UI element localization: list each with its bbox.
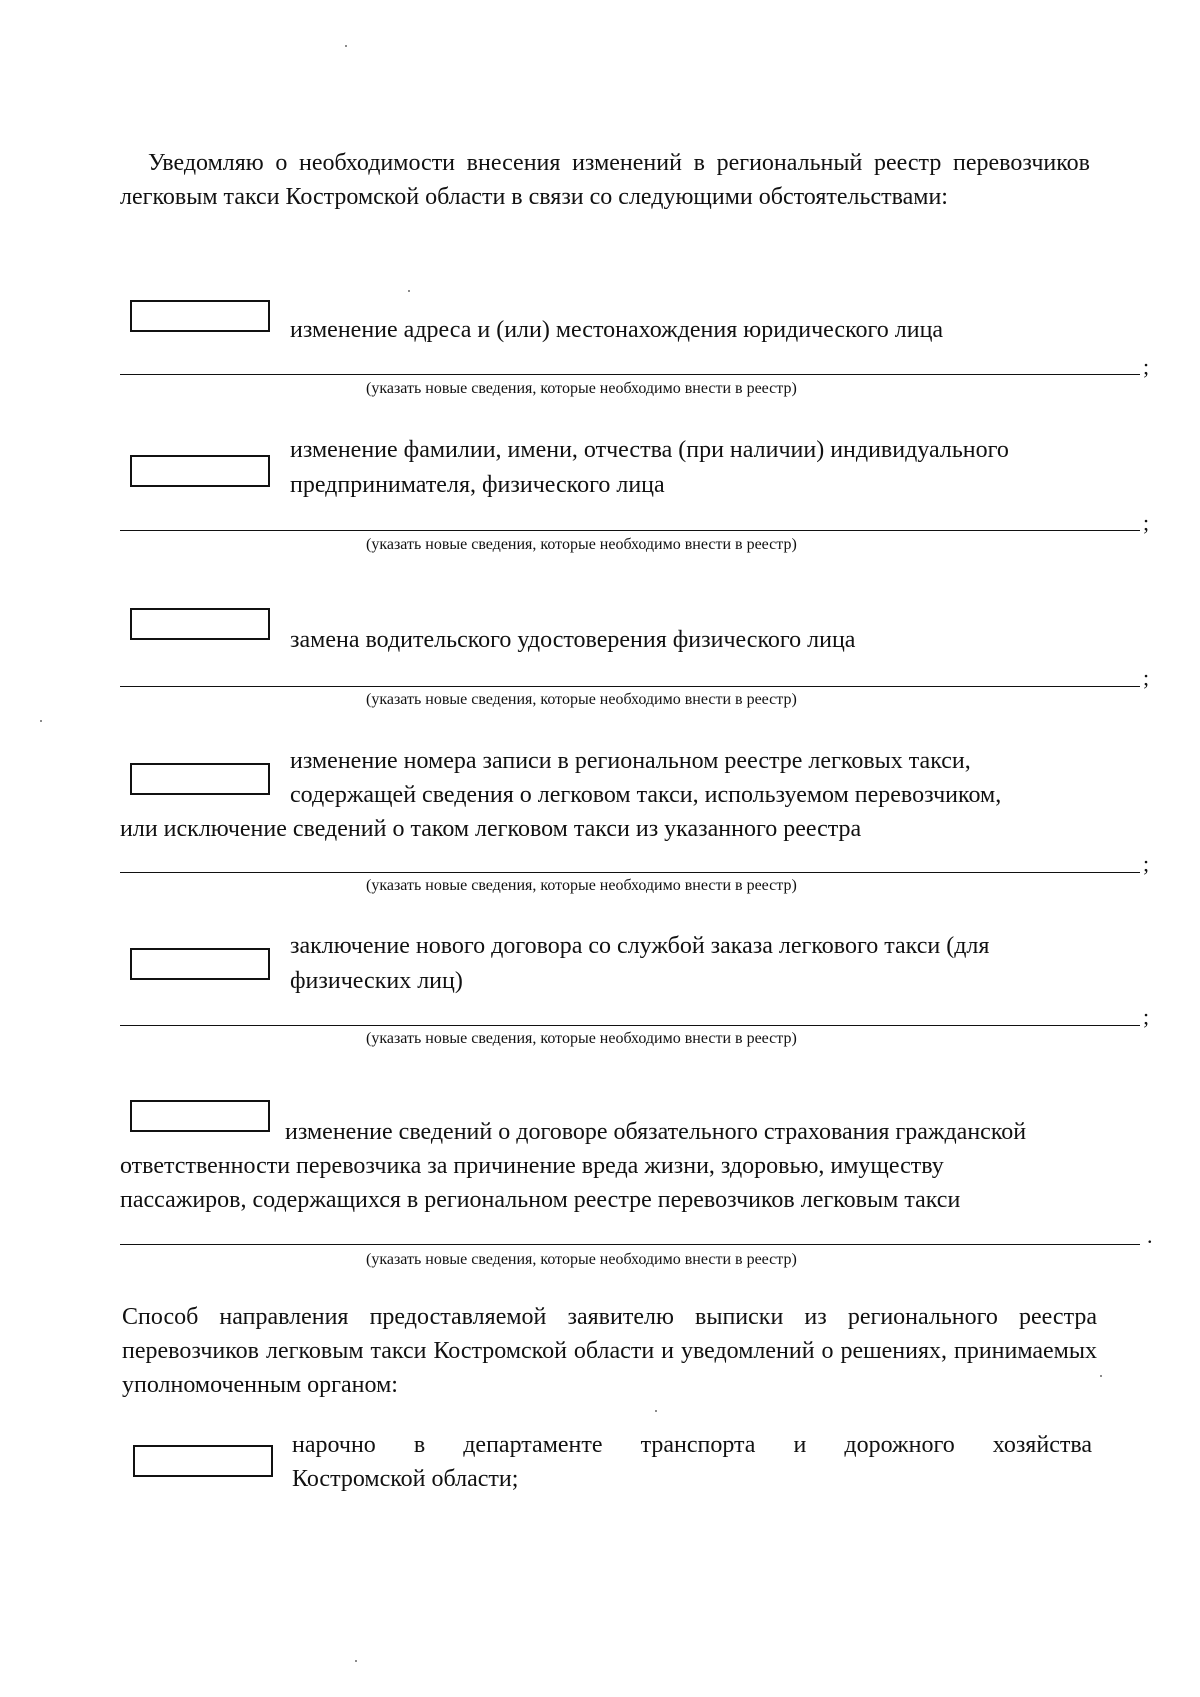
fill-line-name-change[interactable] bbox=[120, 530, 1140, 531]
item-taxi-record-label-line3: или исключение сведений о таком легковом такси из указанного реестра bbox=[120, 816, 862, 842]
item-end-mark: ; bbox=[1143, 665, 1150, 690]
checkbox-address-change[interactable] bbox=[130, 300, 270, 332]
scan-speck bbox=[655, 1410, 657, 1412]
hint-text: (указать новые сведения, которые необходимо внести в реестр) bbox=[366, 877, 797, 894]
item-name-change-label-line1: изменение фамилии, имени, отчества (при наличии) индивидуального bbox=[290, 437, 1009, 463]
item-name-change-label-line2: предпринимателя, физического лица bbox=[290, 472, 665, 498]
hint-text: (указать новые сведения, которые необходимо внести в реестр) bbox=[366, 1251, 797, 1268]
checkbox-insurance-change[interactable] bbox=[130, 1100, 270, 1132]
fill-line-taxi-record[interactable] bbox=[120, 872, 1140, 873]
item-insurance-change-label-line1: изменение сведений о договоре обязательного страхования гражданской bbox=[285, 1119, 1027, 1145]
hint-text: (указать новые сведения, которые необходимо внести в реестр) bbox=[366, 1030, 797, 1047]
scan-speck bbox=[355, 1660, 357, 1662]
item-end-mark: ; bbox=[1143, 851, 1150, 876]
item-end-mark: . bbox=[1147, 1223, 1153, 1248]
fill-line-insurance-change[interactable] bbox=[120, 1244, 1140, 1245]
item-taxi-record-label-line2: содержащей сведения о легковом такси, используемом перевозчиком, bbox=[290, 782, 1002, 808]
item-end-mark: ; bbox=[1143, 1004, 1150, 1029]
delivery-option-label-line2: Костромской области; bbox=[292, 1466, 519, 1492]
fill-line-address-change[interactable] bbox=[120, 374, 1140, 375]
item-dispatch-contract-label-line2: физических лиц) bbox=[290, 968, 463, 994]
delivery-method-paragraph: Способ направления предоставляемой заявителю выписки из регионального реестра перевозчиков легковым такси Костромской области и уведомлений о решениях, принимаемых уполномоченным органом: bbox=[122, 1304, 1097, 1398]
fill-line-dispatch-contract[interactable] bbox=[120, 1025, 1140, 1026]
scan-speck bbox=[408, 290, 410, 292]
item-insurance-change-label-line3: пассажиров, содержащихся в региональном реестре перевозчиков легковым такси bbox=[120, 1187, 961, 1213]
checkbox-name-change[interactable] bbox=[130, 455, 270, 487]
item-end-mark: ; bbox=[1143, 354, 1150, 379]
fill-line-license-replacement[interactable] bbox=[120, 686, 1140, 687]
intro-paragraph: Уведомляю о необходимости внесения изменений в региональный реестр перевозчиков легковым такси Костромской области в связи со следующими обстоятельствами: bbox=[120, 150, 1090, 210]
checkbox-dispatch-contract[interactable] bbox=[130, 948, 270, 980]
item-license-replacement-label: замена водительского удостоверения физического лица bbox=[290, 627, 856, 653]
checkbox-taxi-record-change[interactable] bbox=[130, 763, 270, 795]
item-end-mark: ; bbox=[1143, 510, 1150, 535]
checkbox-license-replacement[interactable] bbox=[130, 608, 270, 640]
checkbox-delivery-in-person[interactable] bbox=[133, 1445, 273, 1477]
hint-text: (указать новые сведения, которые необходимо внести в реестр) bbox=[366, 380, 797, 397]
item-address-change-label: изменение адреса и (или) местонахождения юридического лица bbox=[290, 317, 944, 343]
scan-speck bbox=[345, 45, 347, 47]
hint-text: (указать новые сведения, которые необходимо внести в реестр) bbox=[366, 691, 797, 708]
scan-speck bbox=[1100, 1375, 1102, 1377]
scan-speck bbox=[40, 720, 42, 722]
delivery-option-label-line1: нарочно в департаменте транспорта и дорожного хозяйства bbox=[292, 1432, 1092, 1458]
item-insurance-change-label-line2: ответственности перевозчика за причинение вреда жизни, здоровью, имуществу bbox=[120, 1153, 944, 1179]
hint-text: (указать новые сведения, которые необходимо внести в реестр) bbox=[366, 536, 797, 553]
item-taxi-record-label-line1: изменение номера записи в региональном реестре легковых такси, bbox=[290, 748, 971, 774]
item-dispatch-contract-label-line1: заключение нового договора со службой заказа легкового такси (для bbox=[290, 933, 990, 959]
